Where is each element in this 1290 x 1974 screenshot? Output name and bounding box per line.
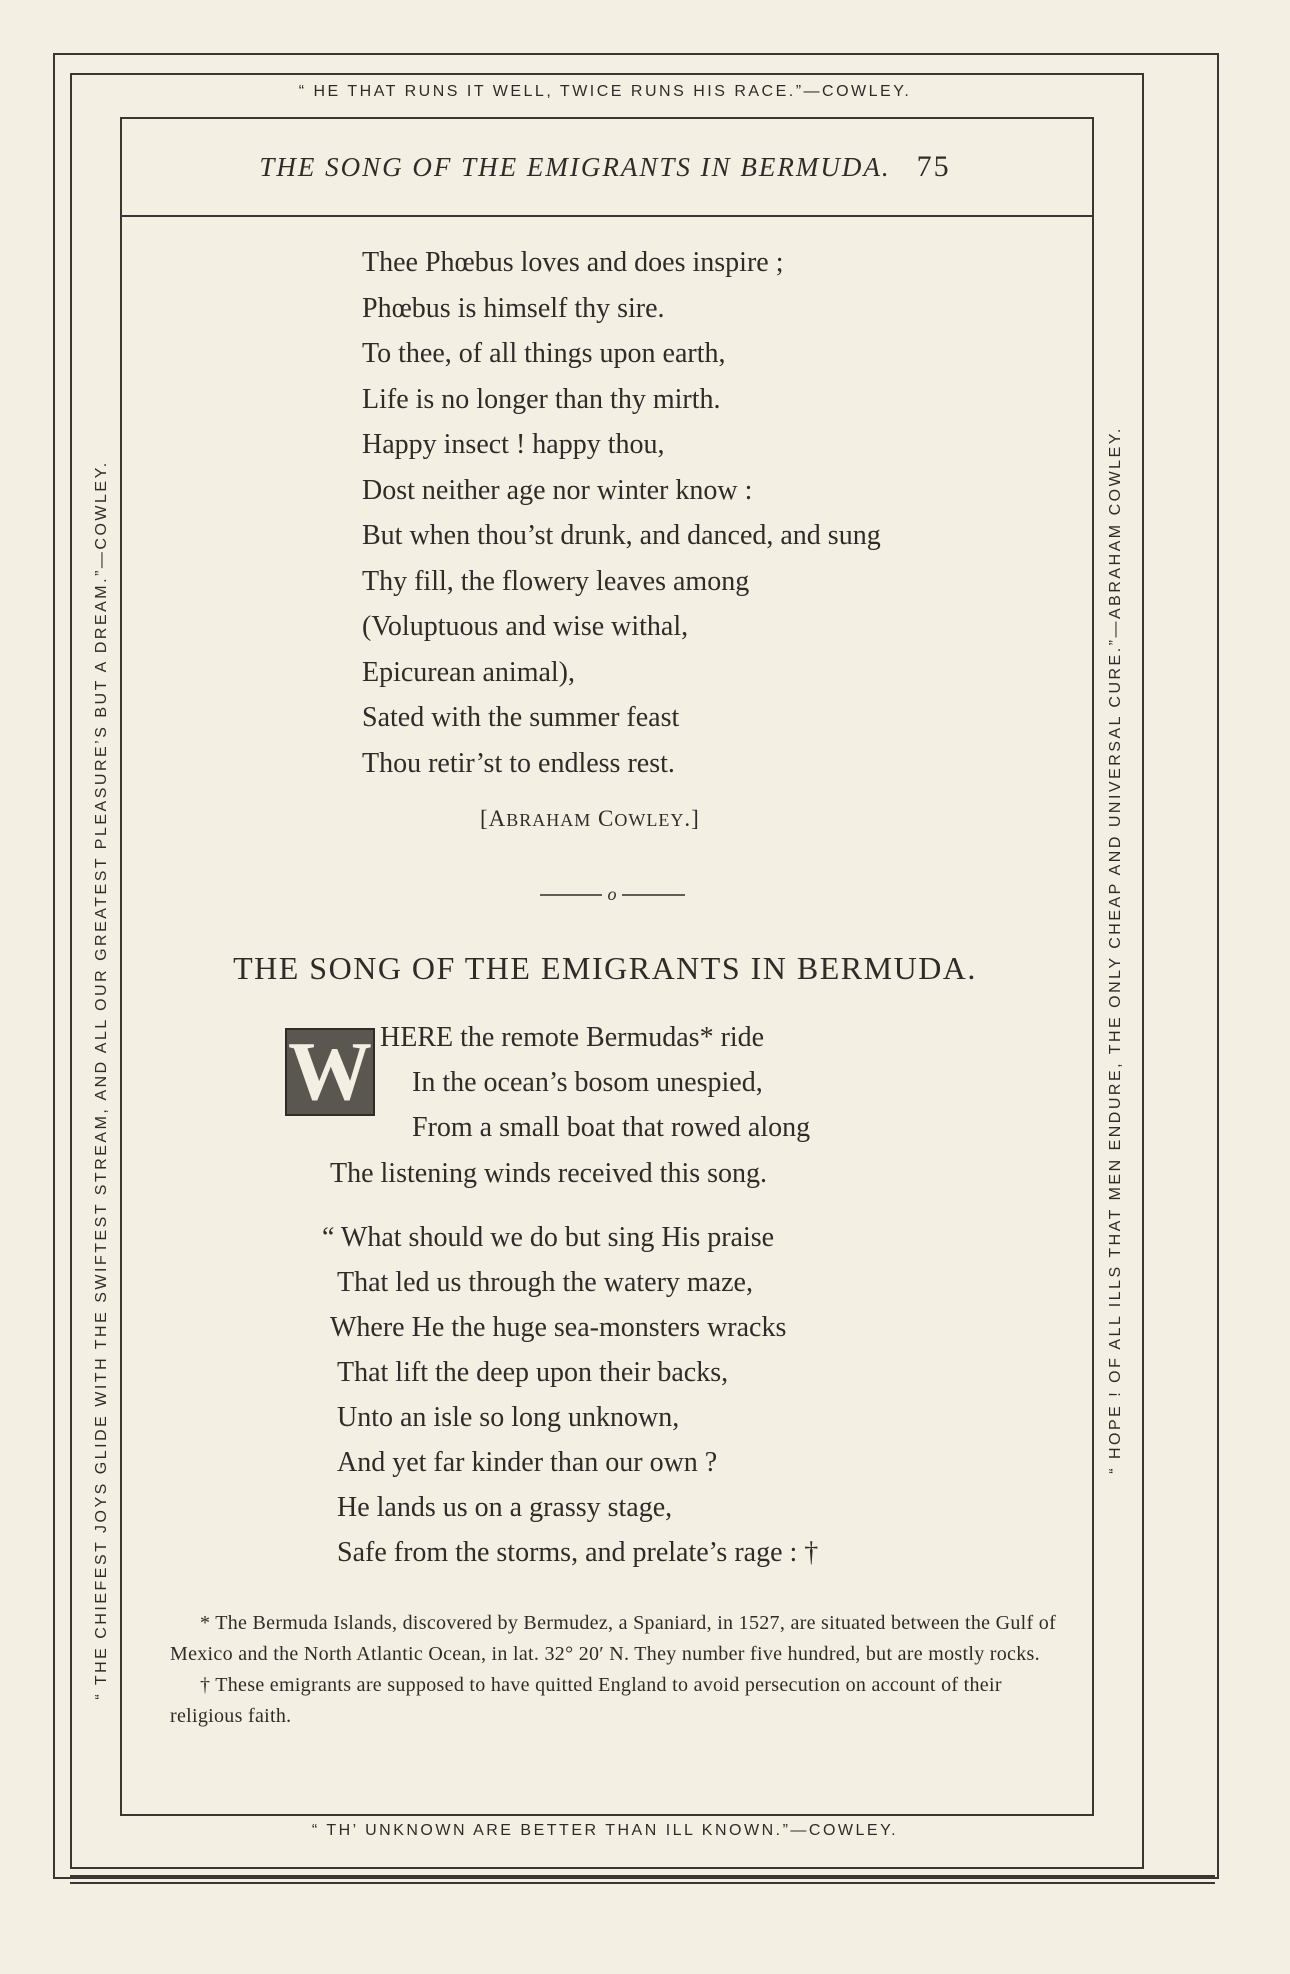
stanza-line: That lift the deep upon their backs, xyxy=(337,1357,729,1388)
bottom-motto: “ TH’ UNKNOWN ARE BETTER THAN ILL KNOWN.”—COWLEY. xyxy=(311,1822,899,1839)
footnotes xyxy=(170,1608,1070,1732)
drop-cap: W xyxy=(285,1028,375,1116)
divider-mark: o xyxy=(607,884,617,904)
bottom-rule xyxy=(70,1875,1215,1877)
stanza-line: Unto an isle so long unknown, xyxy=(337,1402,680,1433)
stanza-line: Safe from the storms, and prelate’s rage : † xyxy=(337,1537,819,1568)
verse-line: (Voluptuous and wise withal, xyxy=(362,611,689,642)
verse-line: Thy fill, the flowery leaves among xyxy=(362,565,750,597)
stanza-line: Where He the huge sea-monsters wracks xyxy=(330,1312,787,1343)
bottom-rule-double xyxy=(70,1882,1215,1884)
footnote: * The Bermuda Islands, discovered by Bermudez, a Spaniard, in 1527, are situated between the Gulf of Mexico and the North Atlantic Ocean, in lat. 32° 20′ N. They number five hundred, but are mostly rocks. xyxy=(170,1612,1057,1665)
stanza-line: And yet far kinder than our own ? xyxy=(337,1447,718,1478)
stanza-line: In the ocean’s bosom unespied, xyxy=(412,1067,763,1098)
left-motto: “ THE CHIEFEST JOYS GLIDE WITH THE SWIFTEST STREAM, AND ALL OUR GREATEST PLEASURE’S BUT A DREAM.”—COWLEY. xyxy=(93,460,110,1700)
running-head-title: THE SONG OF THE EMIGRANTS IN BERMUDA. xyxy=(259,152,891,182)
verse-line: Phœbus is himself thy sire. xyxy=(362,292,665,324)
stanza-line: From a small boat that rowed along xyxy=(412,1112,811,1143)
header-rule xyxy=(120,215,1092,217)
stanza-line: He lands us on a grassy stage, xyxy=(337,1492,673,1523)
verse-line: Happy insect ! happy thou, xyxy=(362,429,665,460)
stanza-line: That led us through the watery maze, xyxy=(337,1267,753,1298)
stanza-line: “ What should we do but sing His praise xyxy=(322,1222,775,1253)
verse-line: To thee, of all things upon earth, xyxy=(362,338,726,369)
section-divider xyxy=(540,883,685,905)
grasshopper-verse xyxy=(362,240,881,786)
running-head xyxy=(120,150,1090,184)
verse-line: Thee Phœbus loves and does inspire ; xyxy=(362,247,784,278)
verse-line: Thou retir’st to endless rest. xyxy=(362,747,675,779)
verse-line: Dost neither age nor winter know : xyxy=(362,474,753,506)
verse-line: But when thou’st drunk, and danced, and sung xyxy=(362,520,881,551)
right-motto: “ HOPE ! OF ALL ILLS THAT MEN ENDURE, THE ONLY CHEAP AND UNIVERSAL CURE.”—ABRAHAM COWLEY. xyxy=(1107,426,1124,1474)
page-number: 75 xyxy=(916,150,951,183)
verse-line: Epicurean animal), xyxy=(362,656,576,688)
attribution: [ABRAHAM COWLEY.] xyxy=(480,806,700,831)
stanza-line: The listening winds received this song. xyxy=(330,1158,768,1189)
footnote: † These emigrants are supposed to have quitted England to avoid persecution on account of their religious faith. xyxy=(170,1674,1002,1727)
poem-title: THE SONG OF THE EMIGRANTS IN BERMUDA. xyxy=(233,950,977,986)
verse-line: Sated with the summer feast xyxy=(362,702,680,733)
verse-line: Life is no longer than thy mirth. xyxy=(362,383,721,415)
stanza-line: HERE the remote Bermudas* ride xyxy=(380,1022,765,1053)
top-motto: “ HE THAT RUNS IT WELL, TWICE RUNS HIS RACE.”—COWLEY. xyxy=(298,83,912,100)
